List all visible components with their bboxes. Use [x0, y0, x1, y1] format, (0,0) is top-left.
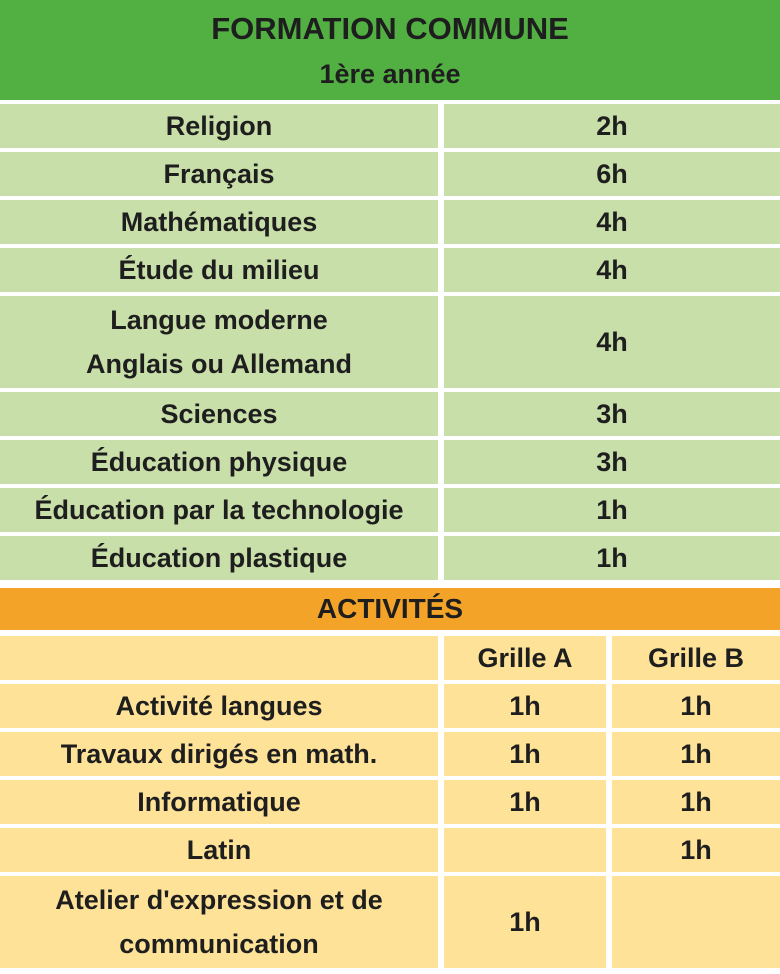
subject-label: Éducation physique — [90, 447, 348, 477]
grille-b-cell: 1h — [612, 684, 780, 728]
subject-cell — [0, 876, 444, 968]
subject-cell — [0, 488, 444, 532]
activites-row — [0, 780, 780, 824]
hours-cell: 6h — [444, 152, 780, 196]
hours-cell: 3h — [444, 440, 780, 484]
formation-row — [0, 392, 780, 436]
formation-row — [0, 152, 780, 196]
subject-cell — [0, 684, 444, 728]
activites-row — [0, 684, 780, 728]
hours-cell: 2h — [444, 104, 780, 148]
subject-cell — [0, 828, 444, 872]
formation-subtitle: 1ère année — [319, 59, 461, 89]
formation-header — [0, 0, 780, 100]
hours-cell: 1h — [444, 536, 780, 580]
subject-label: Étude du milieu — [118, 255, 320, 285]
subject-label: Langue moderne — [110, 305, 328, 335]
formation-title: FORMATION COMMUNE — [211, 11, 569, 46]
subject-cell — [0, 392, 444, 436]
grille-b-cell — [612, 876, 780, 968]
grille-b-cell: 1h — [612, 780, 780, 824]
grille-a-cell — [444, 828, 612, 872]
grille-a-cell: 1h — [444, 684, 612, 728]
subject-cell — [0, 200, 444, 244]
subject-label: Mathématiques — [120, 207, 318, 237]
hours-cell: 4h — [444, 200, 780, 244]
formation-row — [0, 296, 780, 388]
subject-cell — [0, 104, 444, 148]
subject-cell — [0, 248, 444, 292]
hours-cell: 1h — [444, 488, 780, 532]
subject-label: Sciences — [160, 399, 278, 429]
subject-label: Latin — [186, 835, 252, 865]
grille-b-header: Grille B — [612, 636, 780, 680]
grille-a-header: Grille A — [444, 636, 612, 680]
subject-label: Éducation plastique — [90, 543, 348, 573]
activites-row — [0, 876, 780, 968]
formation-row — [0, 248, 780, 292]
subject-cell — [0, 536, 444, 580]
subject-cell — [0, 296, 444, 388]
hours-cell: 4h — [444, 248, 780, 292]
subject-label: Atelier d'expression et de — [55, 885, 383, 915]
subject-label: Français — [163, 159, 275, 189]
grille-a-cell: 1h — [444, 732, 612, 776]
grille-a-cell: 1h — [444, 780, 612, 824]
formation-row — [0, 488, 780, 532]
subject-cell — [0, 780, 444, 824]
grille-b-cell: 1h — [612, 828, 780, 872]
subject-label: Activité langues — [115, 691, 323, 721]
hours-cell: 3h — [444, 392, 780, 436]
subject-label: Éducation par la technologie — [34, 495, 404, 525]
subject-label: Informatique — [137, 787, 301, 817]
subject-label: communication — [119, 929, 319, 959]
subject-cell — [0, 440, 444, 484]
formation-row — [0, 200, 780, 244]
subject-label: Religion — [165, 111, 273, 141]
grille-a-cell: 1h — [444, 876, 612, 968]
formation-row — [0, 536, 780, 580]
subject-cell — [0, 732, 444, 776]
activites-row — [0, 828, 780, 872]
subject-label: Anglais ou Allemand — [85, 349, 353, 379]
formation-row — [0, 104, 780, 148]
hours-cell: 4h — [444, 296, 780, 388]
activites-column-header-row — [0, 636, 780, 680]
activites-header — [0, 588, 780, 630]
subject-cell — [0, 152, 444, 196]
grille-b-cell: 1h — [612, 732, 780, 776]
activites-row — [0, 732, 780, 776]
formation-row — [0, 440, 780, 484]
activites-title: ACTIVITÉS — [316, 593, 464, 624]
subject-label: Travaux dirigés en math. — [60, 739, 378, 769]
empty-header-cell — [0, 636, 444, 680]
